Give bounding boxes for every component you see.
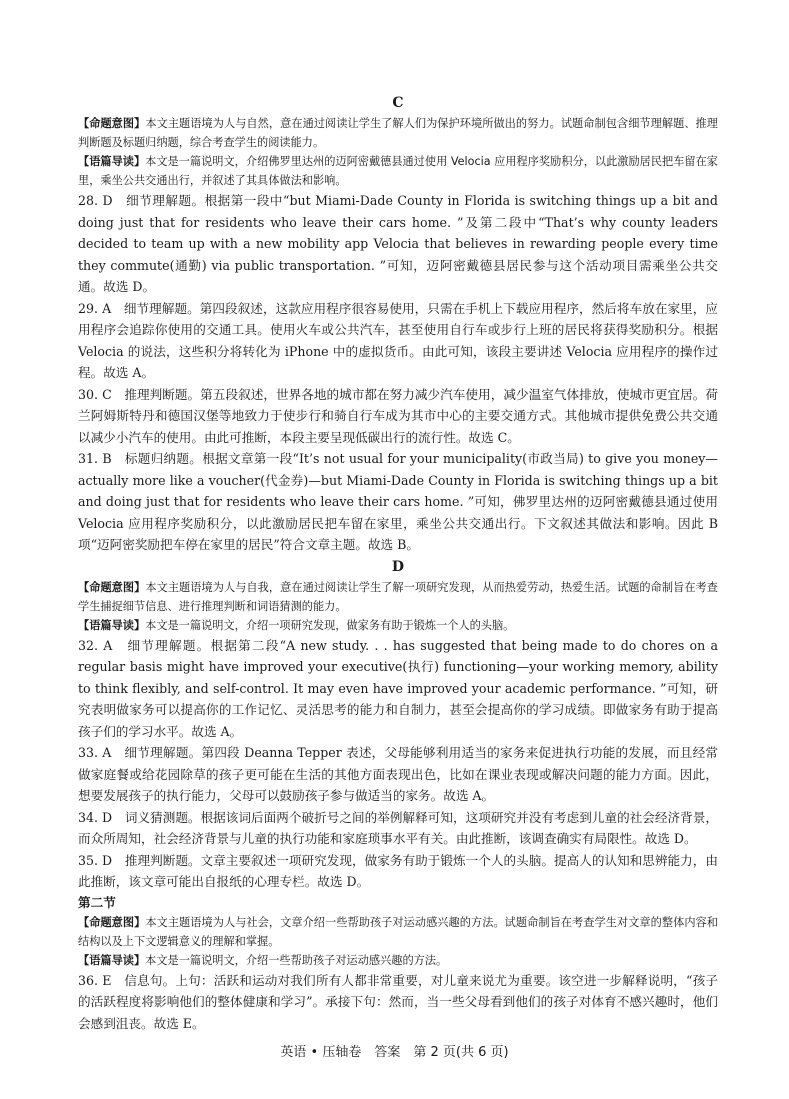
- guide-text: 本文是一篇说明文，介绍一些帮助孩子对运动感兴趣的方法。: [145, 953, 448, 967]
- answer-number: 33. A: [78, 745, 112, 760]
- intent-text: 本文主题语境为人与自我，意在通过阅读让学生了解一项研究发现，从而热爱劳动，热爱生活。试题的命制旨在考查学生捕捉细节信息、进行推理判断和词语猜测的能力。: [78, 580, 718, 613]
- answer-document: [78, 92, 718, 1034]
- answer-34: [78, 807, 718, 850]
- section-d-guide: [78, 616, 718, 635]
- answer-29: [78, 298, 718, 384]
- answer-number: 29. A: [78, 300, 112, 316]
- part-two-guide: [78, 951, 718, 970]
- answer-number: 28. D: [78, 193, 113, 208]
- answer-text: 细节理解题。第四段 Deanna Tepper 表述，父母能够利用适当的家务来促进执行功能的发展，而且经常做家庭餐或给花园除草的孩子更可能在生活的其他方面表现出色，比如在课业表现或解决问题的能力方面。因此，想要发展孩子的执行能力，父母可以鼓励孩子参与做适当的家务。故选 A。: [78, 745, 718, 803]
- guide-tag: 【语篇导读】: [78, 155, 146, 168]
- answer-text: 细节理解题。根据第二段“A new study. . . has suggested that being made to do chores on a regular basis might have improved your executive(执行) functioning—your working memory, ability to think flexibly, and self-control. It may even have improved your academic performance. ”可知，研究表明做家务可以提高你的工作记忆、灵活思考的能力和自制力，甚至会提高你的学习成绩。即做家务有助于提高孩子们的学习水平。故选 A。: [78, 637, 718, 739]
- answer-text: 标题归纳题。根据文章第一段“It’s not usual for your municipality(市政当局) to give you money—actually more like a voucher(代金券)—but Miami-Dade County in Florida is switching things up a bit and doing just that for residents who leave their cars home. ”可知，佛罗里达州的迈阿密戴德县通过使用 Velocia 应用程序奖励积分，以此激励居民把车留在家里，乘坐公共交通出行。下文叙述其做法和影响。因此 B 项“迈阿密奖励把车停在家里的居民”符合文章主题。故选 B。: [78, 451, 719, 552]
- answer-number: 35. D: [78, 852, 113, 868]
- answer-text: 推理判断题。第五段叙述，世界各地的城市都在努力减少汽车使用，减少温室气体排放，使城市更宜居。荷兰阿姆斯特丹和德国汉堡等地致力于使步行和骑自行车成为其市中心的主要交通方式。其他城市提供免费公共交通以减少小汽车的使用。由此可推断，本段主要呈现低碳出行的流行性。故选 C。: [78, 386, 719, 445]
- answer-text: 词义猜测题。根据该词后面两个破折号之间的举例解释可知，这项研究并没有考虑到儿童的社会经济背景，而众所周知，社会经济背景与儿童的执行功能和家庭琐事水平有关。由此推断，该调查确实有局限性。故选 D。: [78, 809, 719, 846]
- section-d-title: D: [391, 558, 405, 575]
- part-two-title: 第二节: [78, 894, 116, 910]
- answer-text: 细节理解题。根据第一段中“but Miami-Dade County in Florida is switching things up a bit and doing just that for residents who leave their cars home. ”及第二段中“That’s why county leaders decided to team up with a new mobility app Velocia that believes in rewarding people every time they commute(通勤) via public transportation. ”可知，迈阿密戴德县居民参与这个活动项目需乘坐公共交通。故选 D。: [78, 193, 718, 294]
- answer-36: [78, 970, 718, 1035]
- intent-text: 本文主题语境为人与社会，文章介绍一些帮助孩子对运动感兴趣的方法。试题命制旨在考查学生对文章的整体内容和结构以及上下文逻辑意义的理解和掌握。: [78, 915, 718, 948]
- answer-35: [78, 850, 718, 893]
- guide-tag: 【语篇导读】: [78, 953, 146, 967]
- answer-text: 信息句。上句：活跃和运动对我们所有人都非常重要，对儿童来说尤为重要。该空进一步解释说明，“孩子的活跃程度将影响他们的整体健康和学习”。承接下句：然而，当一些父母看到他们的孩子对体育不感兴趣时，他们会感到沮丧。故选 E。: [78, 972, 718, 1031]
- page-footer: 英语 • 压轴卷 答案 第 2 页(共 6 页): [280, 1045, 509, 1060]
- answer-28: [78, 190, 718, 298]
- section-c-guide: [78, 152, 718, 190]
- guide-text: 本文是一篇说明文，介绍佛罗里达州的迈阿密戴德县通过使用 Velocia 应用程序奖励积分，以此激励居民把车留在家里，乘坐公共交通出行，并叙述了其具体做法和影响。: [78, 155, 718, 187]
- section-c-intent: [78, 114, 718, 152]
- answer-number: 30. C: [78, 386, 112, 402]
- part-two-intent: [78, 913, 718, 951]
- section-d-intent: [78, 578, 718, 616]
- answer-31: [78, 448, 718, 556]
- answer-32: [78, 635, 718, 743]
- section-c-title: C: [392, 95, 404, 111]
- answer-number: 36. E: [78, 972, 112, 988]
- answer-33: [78, 742, 718, 807]
- answer-number: 32. A: [78, 637, 113, 653]
- guide-text: 本文是一篇说明文，介绍一项研究发现，做家务有助于锻炼一个人的头脑。: [145, 618, 515, 632]
- intent-tag: 【命题意图】: [78, 580, 146, 594]
- answer-number: 34. D: [78, 809, 113, 825]
- intent-text: 本文主题语境为人与自然，意在通过阅读让学生了解人们为保护环境所做出的努力。试题命制包含细节理解题、推理判断题及标题归纳题，综合考查学生的阅读能力。: [78, 117, 718, 149]
- answer-text: 细节理解题。第四段叙述，这款应用程序很容易使用，只需在手机上下载应用程序，然后将车放在家里，应用程序会追踪你使用的交通工具。使用火车或公共汽车，甚至使用自行车或步行上班的居民将获得奖励积分。根据 Velocia 的说法，这些积分将转化为 iPhone 中的虚拟货币。由此可知，该段主要讲述 Velocia 应用程序的操作过程。故选 A。: [78, 300, 719, 380]
- intent-tag: 【命题意图】: [78, 915, 146, 929]
- answer-number: 31. B: [78, 451, 112, 466]
- intent-tag: 【命题意图】: [78, 117, 146, 130]
- answer-text: 推理判断题。文章主要叙述一项研究发现，做家务有助于锻炼一个人的头脑。提高人的认知和思辨能力，由此推断，该文章可能出自报纸的心理专栏。故选 D。: [78, 852, 719, 889]
- guide-tag: 【语篇导读】: [78, 618, 146, 632]
- answer-30: [78, 384, 718, 449]
